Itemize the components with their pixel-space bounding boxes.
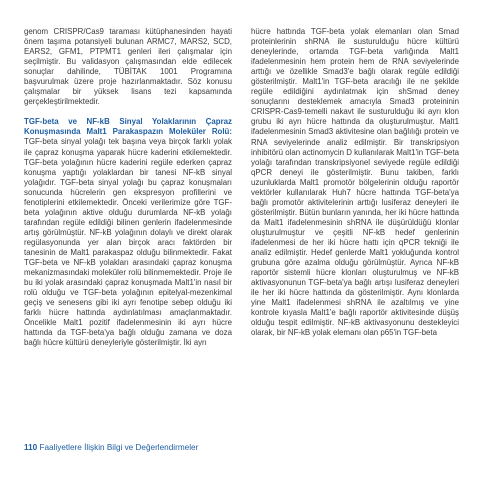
page-number: 110 [24, 443, 38, 452]
page-footer [24, 443, 198, 452]
footer-title: Faaliyetlere İlişkin Bilgi ve Değerlendirmeler [39, 443, 199, 452]
intro-paragraph: genom CRISPR/Cas9 taraması kütüphanesinden hayati önem taşıma potansiyeli bulunan ARMC7, MARS2, SCD, EARS2, GFM1, PTPMT1 genleri ileri çalışmalar için seçilmiştir. Bu validasyon çalışmasından elde edilecek sonuçlar dahilinde, TÜBİTAK 1001 Programına başvurulmak üzere proje hazırlanmaktadır. Söz konusu çalışmalar bir yüksek lisans tezi kapsamında gerçekleştirilmektedir. [24, 27, 232, 107]
section-body: TGF-beta sinyal yolağı tek başına veya birçok farklı yolak ile çapraz konuşma yaparak hücre kaderini etkilemektedir. TGF-beta yolağının hücre kaderini regüle ederken çapraz konuşma yaptığı yolaklardan bir tanesi NF-kB sinyal yolağıdır. TGF-beta sinyal yolağı bu çapraz konuşmaları sonucunda hücrelerin gen ekspresyon profillerini ve fenotiplerini etkilemektedir. Önceki verilerimize göre TGF-beta yolağının aktive olduğu durumlarda NF-kB yolağı tarafından regüle edildiği bilinen genlerin ifadelenmesinde artış görülmüştür. NF-kB yolağının dolaylı ve direkt olarak regülasyonunda yer alan birçok aracı faktörden bir tanesinin de Malt1 parakaspaz olduğu bilinmektedir. Fakat TGF-beta ve NF-kB yolakları arasındaki çapraz konuşma mekanizmasındaki moleküler rolü bilinmemektedir. Proje ile bu iki yolak arasındaki çapraz konuşmada Malt1'in nasıl bir rolü olduğu ve TGF-beta yolağının epitelyal-mezenkimal geçiş ve senesens gibi iki ayrı fenotipe sebep olduğu iki farklı hücre hattında aydınlatılması amaçlanmaktadır. Öncelikle Malt1 pozitif ifadelenmesinin iki ayrı hücre hattında da TGF-beta'ya bağlı olduğu zamana ve doza bağlı hücre kültürü deneyleriyle gösterilmiştir. İki ayrı [24, 137, 232, 348]
section-paragraph [24, 117, 232, 348]
right-column [251, 27, 459, 338]
left-column [24, 27, 232, 348]
section-heading: TGF-beta ve NF-kB Sinyal Yolaklarının Çapraz Konuşmasında Malt1 Parakaspazın Moleküler Rolü: [24, 117, 232, 137]
continued-paragraph: hücre hattında TGF-beta yolak elemanları olan Smad proteinlerinin shRNA ile susturulduğu hücre kültürü deneylerinde, ortamda TGF-beta varlığında Malt1 ifadelenmesinin hem protein hem de RNA seviyelerinde arttığı ve özellikle Smad3'e bağlı olarak regüle edildiği gösterilmiştir. Malt1'in TGF-beta aracılığı ile ne şekilde regüle edildiğini aydınlatmak için shSmad deney sonuçlarını desteklemek amacıyla Smad3 proteininin CRISPR-Cas9-temelli nakavt ile susturulduğu iki ayrı klon grubu iki ayrı hücre hattında da oluşturulmuştur. Malt1 ifadelenmesinin Smad3 aktivitesine olan bağlılığı protein ve RNA seviyelerinde analiz edilmiştir. Bir transkripsiyon inhibitörü olan actinomycin D kullanılarak Malt1'in TGF-beta yolağı tarafından transkripsiyonel seviyede regüle edildiği qPCR deneyi ile gösterilmiştir. Bunu takiben, farklı uzunluklarda Malt1 promotör bölgelerinin olduğu raportör vektörler kullanılarak Huh7 hücre hattında TGF-beta'ya bağlı promotör aktivitelerinin arttığı lusiferaz deneyleri ile gösterilmiştir. Bütün bunların yanında, her iki hücre hattında da Malt1 ifadelenmesinin shRNA ile düşürüldüğü klonlar oluşturulmuştur ve çeşitli NF-kB hedef genlerinin ifadelenmesi de her iki hücre hattı için qPCR tekniği ile analiz edilmiştir. Hedef genlerde Malt1 yokluğunda kontrol grubuna göre azalma olduğu görülmüştür. Ayrıca NF-kB raportör sistemli hücre klonları oluşturulmuş ve NF-kB aktivasyonunun TGF-beta'ya bağlı artışı lusiferaz deneyleri ile her iki hücre hattında da gösterilmiştir. Aynı klonlarda yine Malt1 ifadelenmesi shRNA ile azaltılmış ve yine kontrole kıyasla Malt1'e bağlı raportör aktivitesinde düşüş olduğu tespit edilmiştir. NF-kB aktivasyonunu destekleyici olarak, bir NF-kB yolak elemanı olan p65'in TGF-beta [251, 27, 459, 338]
